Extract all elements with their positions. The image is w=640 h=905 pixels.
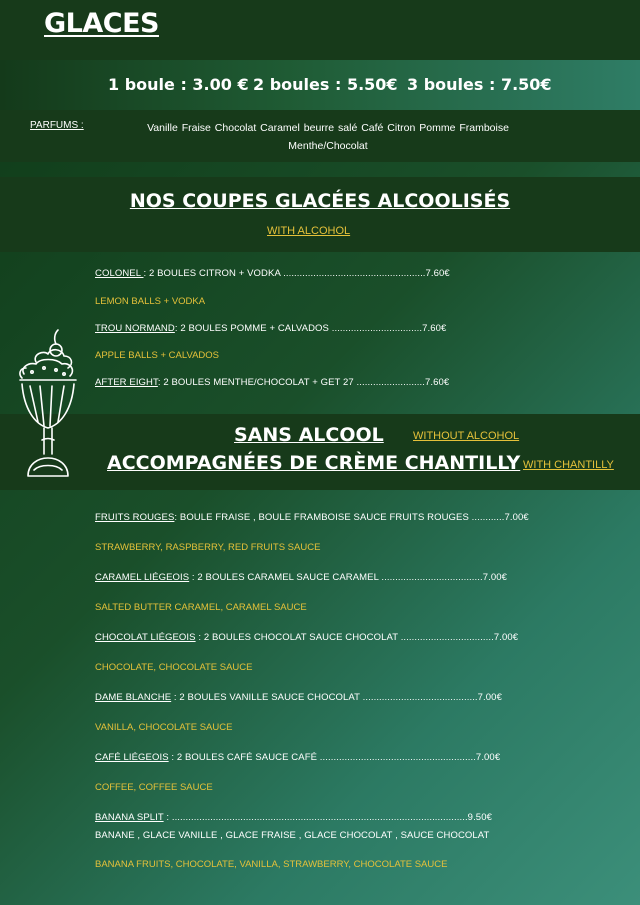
menu-item-chocolat-liegeois [95,632,518,643]
no-alcohol-heading-line1: SANS ALCOOL [234,424,384,446]
item-name: AFTER EIGHT [95,377,158,388]
item-desc: : BOULE FRAISE , BOULE FRAMBOISE SAUCE FRUITS ROUGES ............7.00€ [174,512,529,523]
item-desc: : 2 BOULES VANILLE SAUCE CHOCOLAT ..........................................7.00€ [171,692,502,703]
page-title: GLACES [44,8,159,39]
item-desc: : 2 BOULES MENTHE/CHOCOLAT + GET 27 .........................7.60€ [157,377,450,388]
item-name: CHOCOLAT LIÉGEOIS [95,632,196,643]
item-desc: : 2 BOULES CAFÉ SAUCE CAFÉ .........................................................7.00€ [168,752,501,763]
menu-item-trou-normand [95,323,446,334]
item-desc: : 2 BOULES CARAMEL SAUCE CARAMEL .....................................7.00€ [189,572,508,583]
price-three-scoops: 3 boules : 7.50€ [407,75,552,94]
item-name: BANANA SPLIT [95,812,164,823]
item-name: CARAMEL LIÉGEOIS [95,572,190,583]
no-alcohol-subtitle: WITHOUT ALCOHOL [413,430,520,442]
item-translation: CHOCOLATE, CHOCOLATE SAUCE [95,662,253,673]
item-translation: BANANA FRUITS, CHOCOLATE, VANILLA, STRAWBERRY, CHOCOLATE SAUCE [95,859,448,870]
menu-item-fruits-rouges [95,512,529,523]
menu-item-cafe-liegeois [95,752,500,763]
header-band [0,0,640,60]
no-alcohol-section-band [0,414,640,490]
item-translation: LEMON BALLS + VODKA [95,296,206,307]
alcohol-section-band [0,177,640,252]
ice-cream-sundae-icon [14,328,82,488]
flavors-label: PARFUMS : [30,120,84,131]
item-name: FRUITS ROUGES [95,512,175,523]
item-desc: : 2 BOULES CITRON + VODKA ....................................................7.60€ [143,268,450,279]
price-one-scoop: 1 boule : 3.00 € [108,75,249,94]
menu-item-colonel [95,268,450,279]
banana-split-ingredients: BANANE , GLACE VANILLE , GLACE FRAISE , GLACE CHOCOLAT , SAUCE CHOCOLAT [95,830,490,841]
item-name: DAME BLANCHE [95,692,172,703]
price-two-scoops: 2 boules : 5.50€ [253,75,398,94]
item-name: CAFÉ LIÉGEOIS [95,752,169,763]
flavors-list: Vanille Fraise Chocolat Caramel beurre salé Café Citron Pomme Framboise Menthe/Chocolat [147,122,509,152]
item-desc: : ............................................................................................................9.50€ [163,812,492,823]
item-desc: : 2 BOULES CHOCOLAT SAUCE CHOCOLAT ..................................7.00€ [195,632,519,643]
item-translation: VANILLA, CHOCOLATE SAUCE [95,722,233,733]
item-name: TROU NORMAND [95,323,175,334]
menu-item-after-eight [95,377,449,388]
menu-item-banana-split [95,812,492,823]
prices-band [0,60,640,110]
no-alcohol-heading-line2: ACCOMPAGNÉES DE CRÈME CHANTILLY [107,452,521,474]
item-name: COLONEL [95,268,144,279]
item-translation: COFFEE, COFFEE SAUCE [95,782,213,793]
item-translation: APPLE BALLS + CALVADOS [95,350,220,361]
alcohol-section-subtitle: WITH ALCOHOL [267,225,351,237]
chantilly-subtitle: WITH CHANTILLY [523,459,614,471]
menu-item-caramel-liegeois [95,572,507,583]
menu-item-dame-blanche [95,692,502,703]
item-translation: SALTED BUTTER CARAMEL, CARAMEL SAUCE [95,602,307,613]
item-desc: : 2 BOULES POMME + CALVADOS .................................7.60€ [174,323,447,334]
item-translation: STRAWBERRY, RASPBERRY, RED FRUITS SAUCE [95,542,321,553]
alcohol-section-heading: NOS COUPES GLACÉES ALCOOLISÉS [129,190,511,212]
flavors-band [0,110,640,162]
